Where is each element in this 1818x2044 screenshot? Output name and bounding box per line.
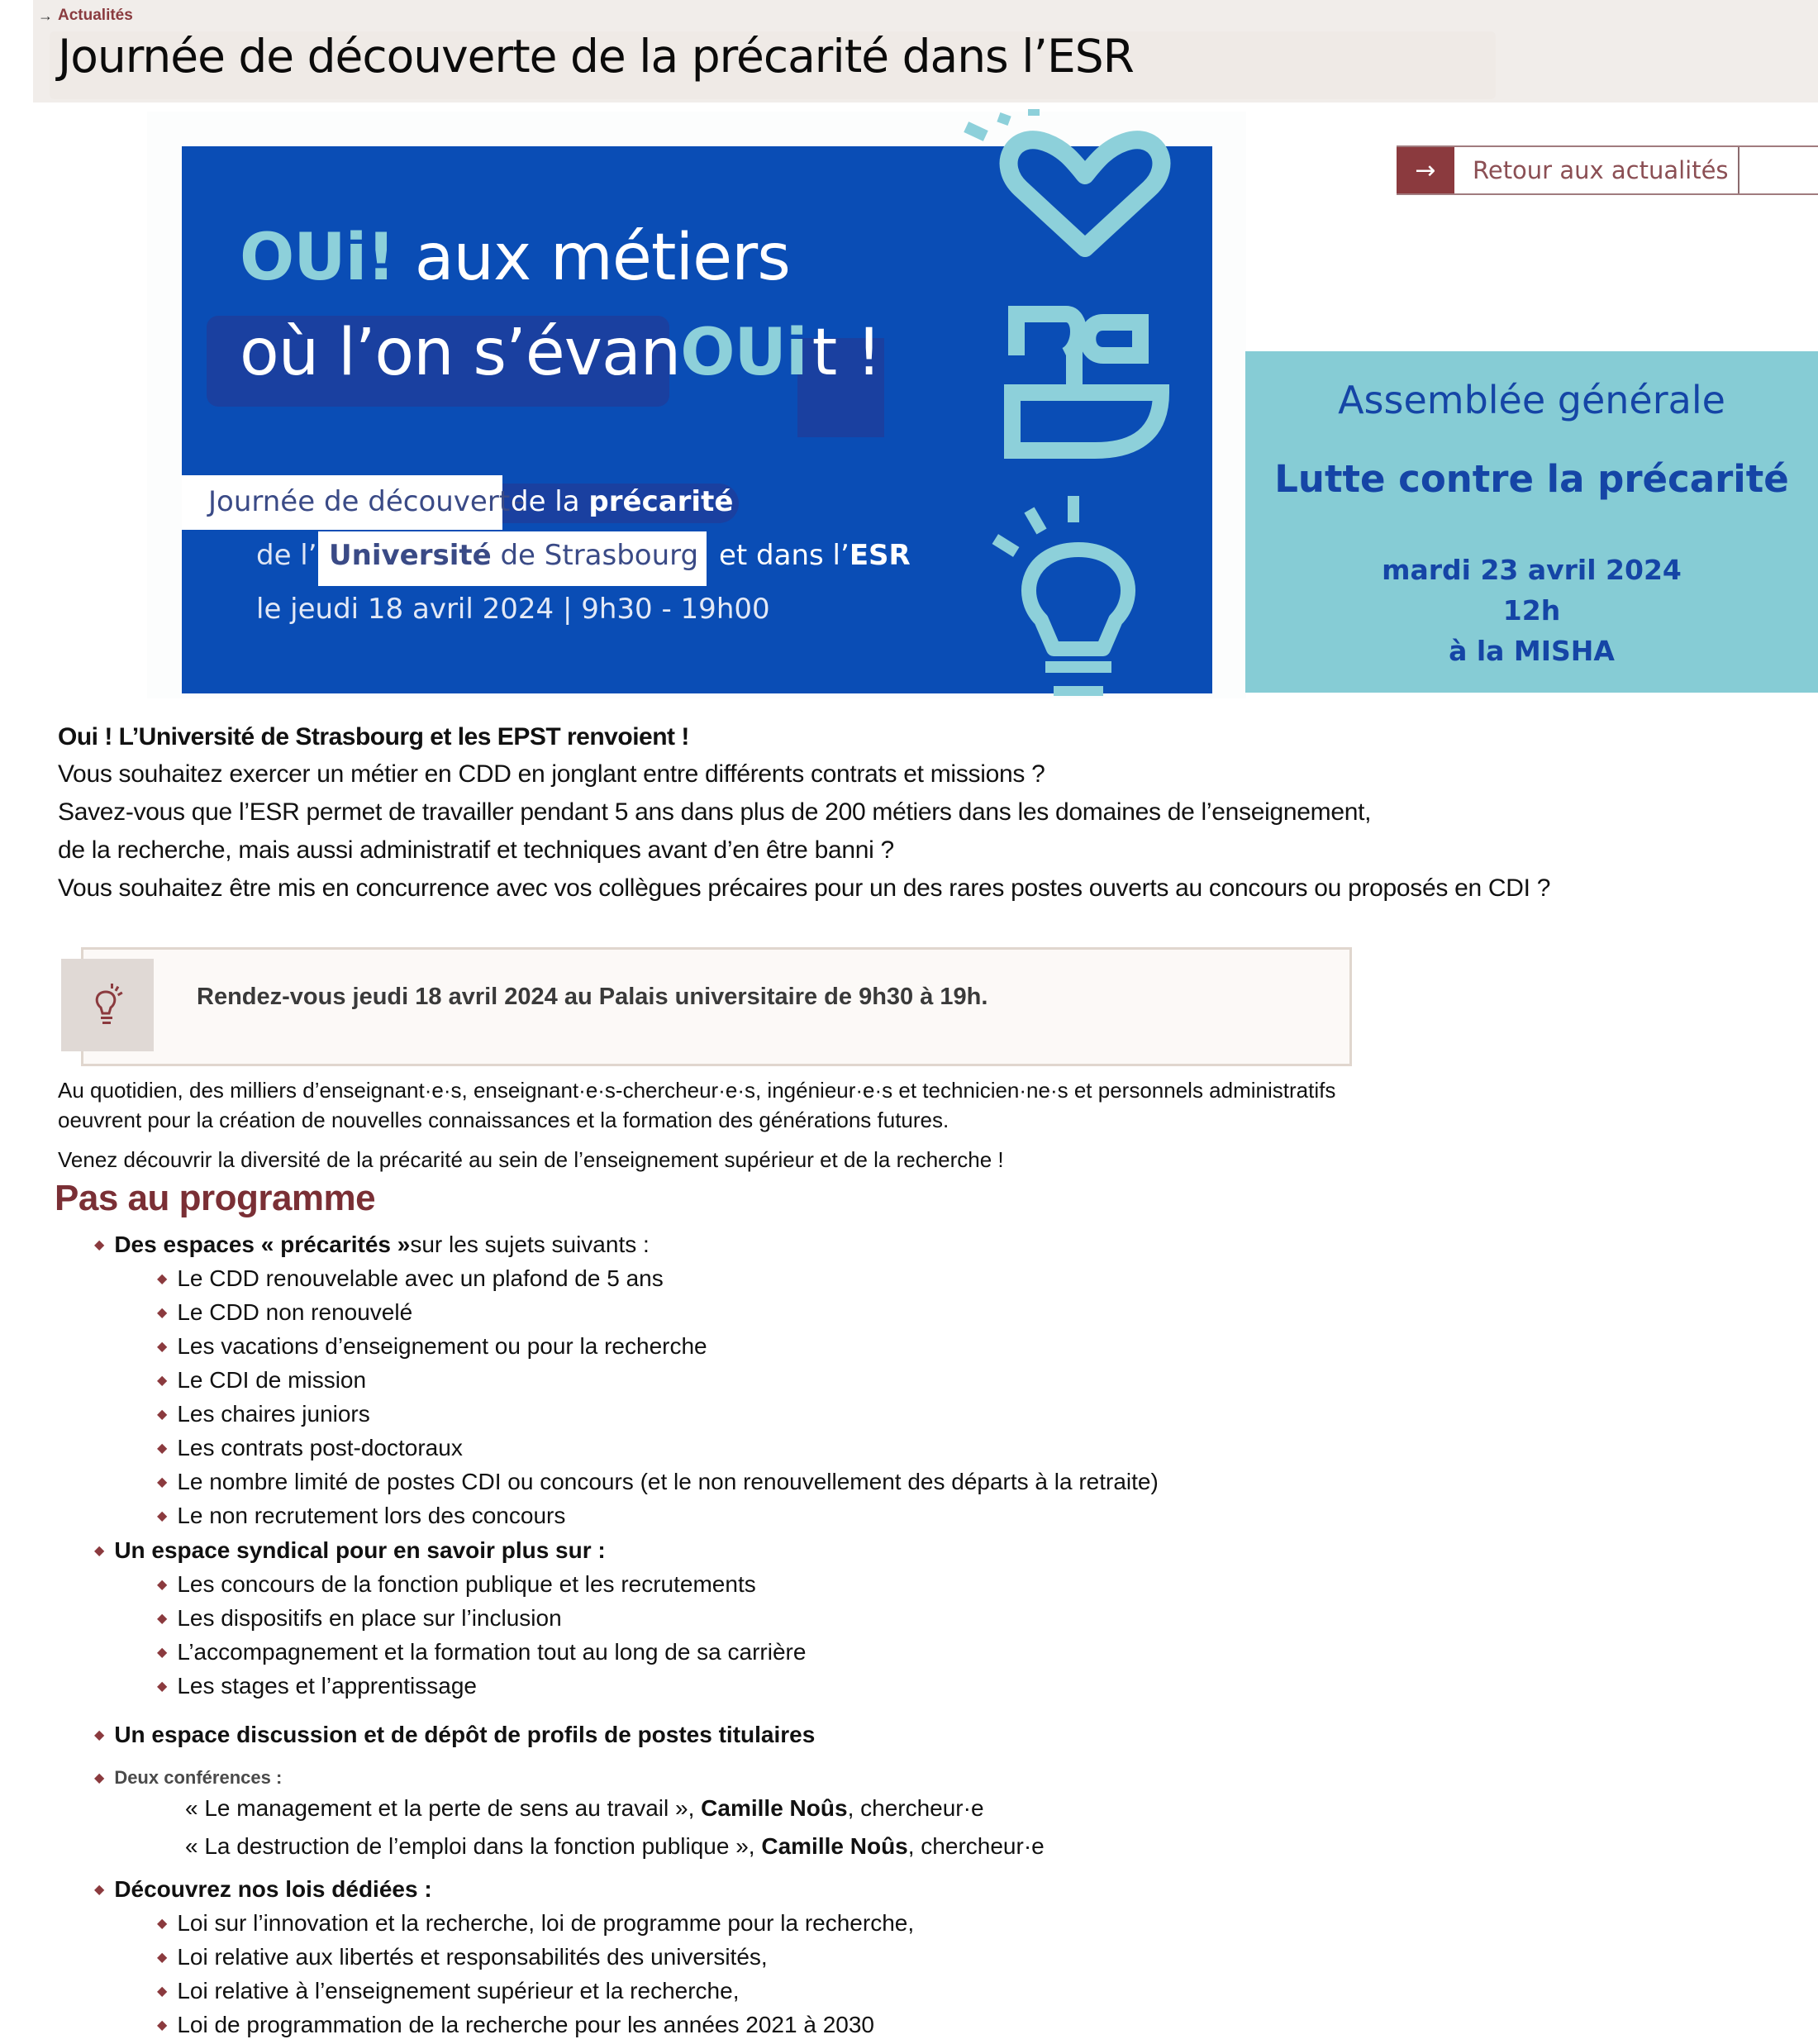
diamond-bullet-icon: ◆ — [157, 1984, 168, 1999]
talk-speaker: Camille Noûs — [761, 1833, 908, 1859]
item-bold: Des espaces « précarités » — [114, 1232, 411, 1257]
text-bold: ESR — [849, 539, 911, 572]
diamond-bullet-icon: ◆ — [94, 1238, 105, 1252]
item-text: Le CDD renouvelable avec un plafond de 5 ans — [177, 1265, 664, 1291]
intro-text — [58, 719, 1550, 908]
banner-subtitle-2b — [329, 539, 698, 572]
list-item — [157, 1435, 463, 1461]
diamond-bullet-icon: ◆ — [157, 1272, 168, 1286]
conference-item — [185, 1795, 984, 1822]
intro-line: Vous souhaitez exercer un métier en CDD en jonglant entre différents contrats et missions ? — [58, 760, 1045, 788]
item-text: Les dispositifs en place sur l’inclusion — [177, 1605, 562, 1631]
list-item — [157, 1978, 739, 2004]
list-item — [157, 1944, 768, 1970]
text: de Strasbourg — [491, 539, 699, 572]
text: de la — [511, 485, 589, 518]
item-bold: Un espace syndical pour en savoir plus sur : — [114, 1537, 606, 1563]
diamond-bullet-icon: ◆ — [157, 1340, 168, 1354]
diamond-bullet-icon: ◆ — [157, 1306, 168, 1320]
assembly-card — [1245, 351, 1818, 693]
assembly-place: à la MISHA — [1449, 635, 1615, 667]
item-text: Les stages et l’apprentissage — [177, 1673, 477, 1699]
list-item — [94, 1537, 606, 1564]
assembly-subtitle: Lutte contre la précarité — [1274, 457, 1789, 501]
banner-subtitle-2c — [719, 539, 911, 572]
diamond-bullet-icon: ◆ — [157, 1680, 168, 1694]
list-item — [157, 1367, 366, 1394]
diamond-bullet-icon: ◆ — [94, 1544, 105, 1558]
assembly-details — [1245, 550, 1818, 671]
oui-text: OUi! — [240, 221, 395, 295]
item-text: Loi de programmation de la recherche pour les années 2021 à 2030 — [177, 2012, 874, 2037]
diamond-bullet-icon: ◆ — [94, 1728, 105, 1742]
diamond-bullet-icon: ◆ — [157, 1917, 168, 1931]
headline-text: où l’on s’évan — [240, 316, 681, 390]
list-item — [94, 1232, 650, 1258]
diamond-bullet-icon: ◆ — [157, 1475, 168, 1489]
callout-text: Rendez-vous jeudi 18 avril 2024 au Palais universitaire de 9h30 à 19h. — [197, 984, 988, 1010]
intro-line: Savez-vous que l’ESR permet de travailler pendant 5 ans dans plus de 200 métiers dans les domaines de l’enseignement, — [58, 798, 1372, 826]
description — [58, 1075, 1335, 1174]
list-item — [157, 1571, 756, 1598]
assembly-time: 12h — [1502, 594, 1561, 627]
oui-text: OUi — [680, 316, 807, 390]
lightbulb-icon — [992, 496, 1128, 696]
banner-headline-1 — [240, 221, 790, 295]
item-text: sur les sujets suivants : — [410, 1232, 650, 1257]
list-item — [157, 2012, 874, 2038]
item-text: Le nombre limité de postes CDI ou concours (et le non renouvellement des départs à la retraite) — [177, 1469, 1159, 1494]
banner-subtitle-1a: Journée de découverte — [208, 485, 528, 518]
headline-text: t ! — [811, 316, 882, 390]
diamond-bullet-icon: ◆ — [157, 1612, 168, 1626]
diamond-bullet-icon: ◆ — [157, 1408, 168, 1422]
breadcrumb[interactable] — [38, 7, 133, 25]
list-item — [157, 1469, 1159, 1495]
back-to-news-button[interactable] — [1397, 145, 1818, 195]
list-item — [157, 1673, 477, 1699]
item-bold: Deux conférences : — [114, 1767, 283, 1788]
breadcrumb-link[interactable]: Actualités — [58, 7, 133, 24]
text-bold: précarité — [588, 485, 734, 518]
intro-line: de la recherche, mais aussi administratif et techniques avant d’en être banni ? — [58, 836, 894, 864]
intro-line: Vous souhaitez être mis en concurrence avec vos collègues précaires pour un des rares postes ouverts au concours ou proposés en CDI ? — [58, 874, 1551, 902]
diamond-bullet-icon: ◆ — [157, 1646, 168, 1660]
item-text: L’accompagnement et la formation tout au long de sa carrière — [177, 1639, 807, 1665]
arrow-right-icon: → — [1397, 147, 1454, 193]
item-text: Loi relative à l’enseignement supérieur et la recherche, — [177, 1978, 740, 2004]
talk-speaker: Camille Noûs — [701, 1795, 848, 1821]
diamond-bullet-icon: ◆ — [157, 1509, 168, 1523]
plant-icon — [1012, 314, 1161, 450]
list-item — [94, 1876, 432, 1903]
list-item — [157, 1605, 562, 1632]
intro-lead: Oui ! L’Université de Strasbourg et les EPST renvoient ! — [58, 723, 689, 750]
arrow-right-icon: → — [38, 7, 53, 24]
item-text: Loi sur l’innovation et la recherche, loi de programme pour la recherche, — [177, 1910, 915, 1936]
banner-subtitle-2a: de l’ — [256, 539, 317, 572]
item-text: Les vacations d’enseignement ou pour la recherche — [177, 1333, 707, 1359]
talk-title: « Le management et la perte de sens au travail », — [185, 1795, 702, 1821]
item-text: Les chaires juniors — [177, 1401, 370, 1427]
item-text: Le CDD non renouvelé — [177, 1299, 413, 1325]
talk-role: , chercheur·e — [907, 1833, 1045, 1859]
description-line: Venez découvrir la diversité de la précarité au sein de l’enseignement supérieur et de la recherche ! — [58, 1147, 1004, 1172]
assembly-date: mardi 23 avril 2024 — [1382, 554, 1682, 586]
diamond-bullet-icon: ◆ — [157, 2018, 168, 2032]
text-bold: Université — [329, 539, 492, 572]
banner-headline-2 — [240, 316, 881, 390]
item-text: Les concours de la fonction publique et les recrutements — [177, 1571, 756, 1597]
conference-item — [185, 1833, 1045, 1860]
diamond-bullet-icon: ◆ — [157, 1578, 168, 1592]
item-text: Les contrats post-doctoraux — [177, 1435, 463, 1460]
list-item — [94, 1767, 282, 1789]
banner-icons — [950, 107, 1198, 703]
page-title: Journée de découverte de la précarité dans l’ESR — [58, 30, 1134, 83]
list-item — [157, 1503, 565, 1529]
list-item — [94, 1722, 815, 1748]
diamond-bullet-icon: ◆ — [94, 1883, 105, 1897]
diamond-bullet-icon: ◆ — [157, 1951, 168, 1965]
item-text: Loi relative aux libertés et responsabilités des universités, — [177, 1944, 768, 1970]
list-item — [157, 1299, 412, 1326]
callout-icon-box — [61, 959, 154, 1051]
program-heading: Pas au programme — [55, 1178, 376, 1218]
talk-title: « La destruction de l’emploi dans la fonction publique », — [185, 1833, 762, 1859]
item-text: Le CDI de mission — [177, 1367, 367, 1393]
back-button-label: Retour aux actualités — [1454, 147, 1739, 193]
description-line: Au quotidien, des milliers d’enseignant·e·s, enseignant·e·s-chercheur·e·s, ingénieur·e·s et technicien·ne·s et personnels administratifs — [58, 1078, 1336, 1103]
item-bold: Découvrez nos lois dédiées : — [114, 1876, 432, 1902]
diamond-bullet-icon: ◆ — [94, 1771, 105, 1785]
list-item — [157, 1910, 914, 1937]
banner-subtitle-1b — [511, 485, 733, 518]
lightbulb-icon — [89, 982, 126, 1028]
description-line: oeuvrent pour la création de nouvelles connaissances et la formation des générations futures. — [58, 1108, 949, 1132]
headline-text: aux métiers — [394, 221, 790, 295]
item-text: Le non recrutement lors des concours — [177, 1503, 566, 1528]
talk-role: , chercheur·e — [847, 1795, 984, 1821]
text: et dans l’ — [719, 539, 850, 572]
assembly-title: Assemblée générale — [1338, 378, 1725, 422]
item-bold: Un espace discussion et de dépôt de profils de postes titulaires — [114, 1722, 816, 1747]
diamond-bullet-icon: ◆ — [157, 1441, 168, 1456]
list-item — [157, 1265, 664, 1292]
banner-date: le jeudi 18 avril 2024 | 9h30 - 19h00 — [256, 593, 770, 626]
list-item — [157, 1333, 707, 1360]
list-item — [157, 1639, 806, 1665]
heart-icon — [1009, 140, 1162, 248]
diamond-bullet-icon: ◆ — [157, 1374, 168, 1388]
list-item — [157, 1401, 370, 1427]
